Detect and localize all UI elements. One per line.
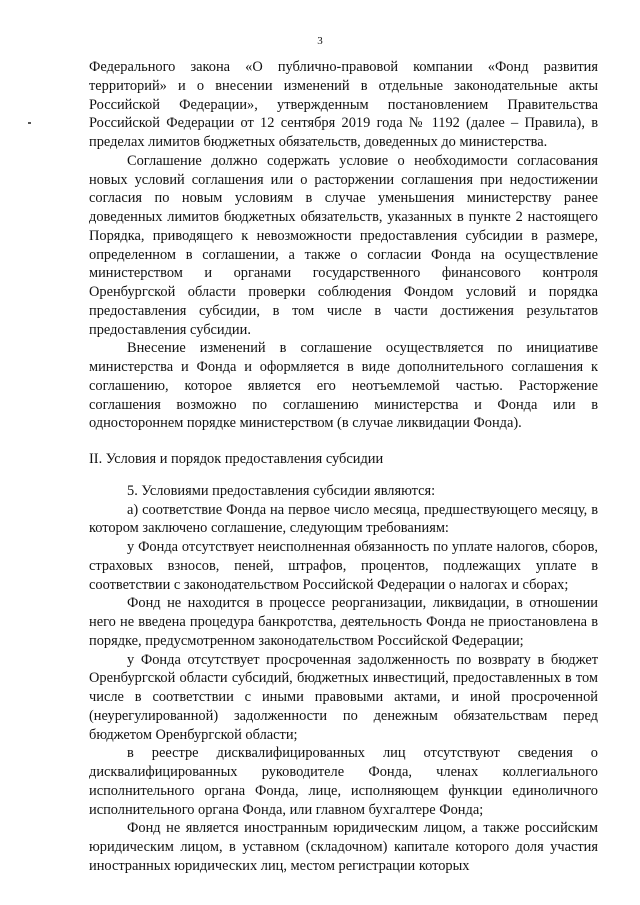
document-body <box>89 58 598 876</box>
section-heading: II. Условия и порядок предоставления субсидии <box>89 451 384 467</box>
paragraph-reorganization: Фонд не находится в процессе реорганизации, ликвидации, в отношении него не введена процедура банкротства, деятельность Фонда не приостановлена в порядке, предусмотренном законодательством Российской Федерации; <box>89 595 598 649</box>
paragraph-taxes: у Фонда отсутствует неисполненная обязанность по уплате налогов, сборов, страховых взносов, пеней, штрафов, процентов, подлежащих уплате в соответствии с законодательством Российской Федерации о налогах и сборах; <box>89 539 598 593</box>
paragraph-foreign-entity: Фонд не является иностранным юридическим лицом, а также российским юридическим лицом, в уставном (складочном) капитале которого доля участия иностранных юридических лиц, местом регистрации которых <box>89 820 598 874</box>
paragraph-disqualified: в реестре дисквалифицированных лиц отсутствуют сведения о дисквалифицированных руководителе Фонда, членах коллегиального исполнительного органа Фонда, лице, исполняющем функции единоличного исполнительного органа Фонда, или главном бухгалтере Фонда; <box>89 745 598 818</box>
paragraph-agreement-conditions: Соглашение должно содержать условие о необходимости согласования новых условий соглашения или о расторжении соглашения при недостижении согласия по новым условиям в случае уменьшения министерству ранее доведенных лимитов бюджетных обязательств, указанных в пункте 2 настоящего Порядка, приводящего к невозможности предоставления субсидии в размере, определенном в соглашении, а также о согласии Фонда на осуществление министерством и органами государственного финансового контроля Оренбургской области проверки соблюдения Фондом условий и порядка предоставления субсидии, в том числе в части достижения результатов предоставления субсидии. <box>89 152 598 338</box>
paragraph-agreement-changes: Внесение изменений в соглашение осуществляется по инициативе министерства и Фонда и оформляется в виде дополнительного соглашения к соглашению, которое является его неотъемлемой частью. Расторжение соглашения возможно по соглашению министерства и Фонда или в одностороннем порядке министерством (в случае ликвидации Фонда). <box>89 340 598 432</box>
page-number: 3 <box>317 35 323 47</box>
paragraph-item-5: 5. Условиями предоставления субсидии являются: <box>127 482 436 499</box>
margin-mark <box>28 122 31 124</box>
paragraph-debt: у Фонда отсутствует просроченная задолженность по возврату в бюджет Оренбургской области субсидий, бюджетных инвестиций, предоставленных в том числе в соответствии с иными правовыми актами, и иной просроченной (неурегулированной) задолженности по денежным обязательствам перед бюджетом Оренбургской области; <box>89 651 598 743</box>
paragraph-continuation: Федерального закона «О публично-правовой компании «Фонд развития территорий» и о внесении изменений в отдельные законодательные акты Российской Федерации», утвержденным постановлением Правительства Российской Федерации от 12 сентября 2019 года № 1192 (далее – Правила), в пределах лимитов бюджетных обязательств, доведенных до министерства. <box>89 59 598 150</box>
paragraph-item-a: а) соответствие Фонда на первое число месяца, предшествующего месяцу, в котором заключено соглашение, следующим требованиям: <box>89 501 598 537</box>
